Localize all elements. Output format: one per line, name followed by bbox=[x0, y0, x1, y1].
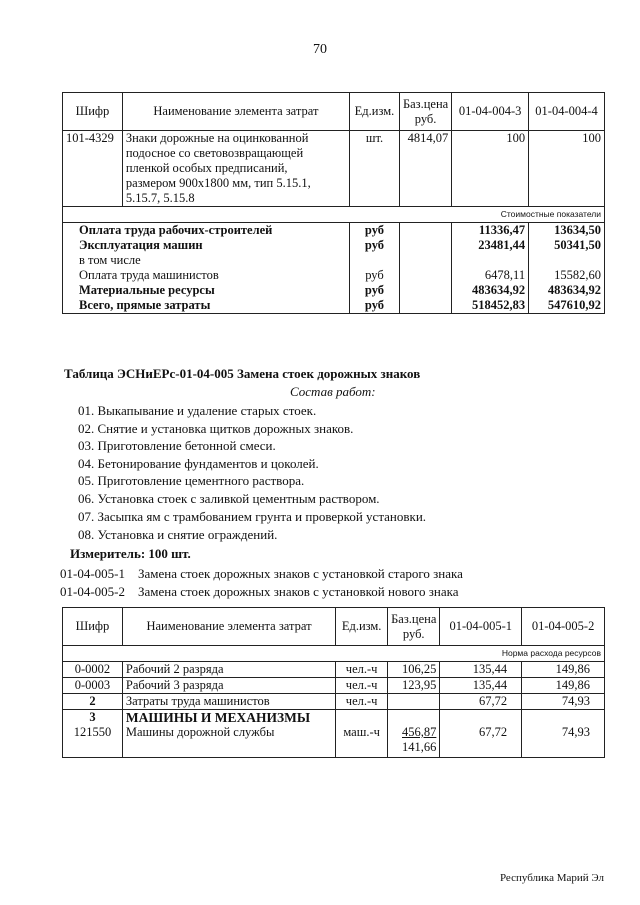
header-unit: Ед.изм. bbox=[349, 93, 399, 131]
work-item: 07. Засыпка ям с трамбованием грунта и проверкой установки. bbox=[78, 509, 427, 524]
row-v1: 135,44 bbox=[440, 678, 522, 694]
row-unit: чел.-ч bbox=[336, 694, 388, 710]
row-name: Материальные ресурсы bbox=[63, 283, 350, 298]
item-name: Знаки дорожные на оцинкованной подосное со световозвращающей пленкой особых предписаний, размером 900x1800 мм, тип 5.15.1, 5.15.7, 5.15.8 bbox=[122, 131, 349, 207]
work-item: 06. Установка стоек с заливкой цементным раствором. bbox=[78, 491, 380, 506]
work-item: 01. Выкапывание и удаление старых стоек. bbox=[78, 403, 317, 418]
row-name: Рабочий 2 разряда bbox=[122, 662, 335, 678]
item-code: 101-4329 bbox=[63, 131, 123, 207]
item-v2: 100 bbox=[529, 131, 605, 207]
variant-text: Замена стоек дорожных знаков с установкой старого знака bbox=[138, 566, 463, 581]
table-title: Таблица ЭСНиЕРс-01-04-005 Замена стоек дорожных знаков bbox=[64, 366, 421, 381]
work-item: 02. Снятие и установка щитков дорожных знаков. bbox=[78, 421, 354, 436]
row-v1: 11336,47 bbox=[452, 223, 529, 239]
row-unit: руб bbox=[349, 238, 399, 253]
table-resources-1 bbox=[62, 92, 605, 314]
row-v2: 74,93 bbox=[522, 694, 605, 710]
cost-indicators-header: Стоимостные показатели bbox=[63, 207, 605, 223]
row-v1: 67,72 bbox=[440, 694, 522, 710]
row-v1: 483634,92 bbox=[452, 283, 529, 298]
row-name: Всего, прямые затраты bbox=[63, 298, 350, 314]
item-v1: 100 bbox=[452, 131, 529, 207]
works-title: Состав работ: bbox=[290, 384, 376, 399]
item-unit: шт. bbox=[349, 131, 399, 207]
row-name: Эксплуатация машин bbox=[63, 238, 350, 253]
work-item: 04. Бетонирование фундаментов и цоколей. bbox=[78, 456, 319, 471]
row-unit: руб bbox=[349, 268, 399, 283]
variant-text: Замена стоек дорожных знаков с установкой нового знака bbox=[138, 584, 459, 599]
row-v2: 50341,50 bbox=[529, 238, 605, 253]
row-name: Оплата труда машинистов bbox=[63, 268, 350, 283]
table-resources-2 bbox=[62, 607, 605, 758]
row-code: 2 bbox=[63, 694, 123, 710]
row-v2: 74,93 bbox=[522, 725, 605, 757]
row-unit: маш.-ч bbox=[336, 725, 388, 757]
row-name: в том числе bbox=[63, 253, 350, 268]
row-v2: 15582,60 bbox=[529, 268, 605, 283]
row-v2: 13634,50 bbox=[529, 223, 605, 239]
header-name: Наименование элемента затрат bbox=[122, 608, 335, 646]
row-name: Машины дорожной службы bbox=[122, 725, 335, 757]
row-v1: 23481,44 bbox=[452, 238, 529, 253]
row-price bbox=[388, 694, 440, 710]
row-code: 0-0003 bbox=[63, 678, 123, 694]
row-code: 121550 bbox=[63, 725, 123, 757]
row-name: Затраты труда машинистов bbox=[122, 694, 335, 710]
row-v1: 518452,83 bbox=[452, 298, 529, 314]
row-unit: чел.-ч bbox=[336, 678, 388, 694]
header-col2: 01-04-004-4 bbox=[529, 93, 605, 131]
header-code: Шифр bbox=[63, 608, 123, 646]
variant-code: 01-04-005-2 bbox=[60, 584, 125, 599]
work-item: 03. Приготовление бетонной смеси. bbox=[78, 438, 276, 453]
row-unit: чел.-ч bbox=[336, 662, 388, 678]
row-code: 0-0002 bbox=[63, 662, 123, 678]
row-v1: 67,72 bbox=[440, 725, 522, 757]
page-number: 70 bbox=[313, 42, 327, 57]
row-price: 106,25 bbox=[388, 662, 440, 678]
row-code: 3 bbox=[63, 710, 123, 726]
row-price: 123,95 bbox=[388, 678, 440, 694]
header-col1: 01-04-005-1 bbox=[440, 608, 522, 646]
header-name: Наименование элемента затрат bbox=[122, 93, 349, 131]
row-v2: 547610,92 bbox=[529, 298, 605, 314]
header-price: Баз.цена руб. bbox=[399, 93, 451, 131]
norm-header: Норма расхода ресурсов bbox=[63, 646, 605, 662]
row-v1: 6478,11 bbox=[452, 268, 529, 283]
header-col2: 01-04-005-2 bbox=[522, 608, 605, 646]
row-v2: 483634,92 bbox=[529, 283, 605, 298]
footer: Республика Марий Эл bbox=[499, 872, 604, 884]
row-v2: 149,86 bbox=[522, 678, 605, 694]
row-v1: 135,44 bbox=[440, 662, 522, 678]
row-unit: руб bbox=[349, 283, 399, 298]
header-col1: 01-04-004-3 bbox=[452, 93, 529, 131]
header-unit: Ед.изм. bbox=[336, 608, 388, 646]
row-price: 456,87 141,66 bbox=[388, 725, 440, 757]
variant-code: 01-04-005-1 bbox=[60, 566, 125, 581]
item-price: 4814,07 bbox=[399, 131, 451, 207]
row-name: Рабочий 3 разряда bbox=[122, 678, 335, 694]
work-item: 05. Приготовление цементного раствора. bbox=[78, 473, 305, 488]
header-code: Шифр bbox=[63, 93, 123, 131]
row-name: Оплата труда рабочих-строителей bbox=[63, 223, 350, 239]
row-unit: руб bbox=[349, 298, 399, 314]
meter: Измеритель: 100 шт. bbox=[70, 546, 191, 561]
row-unit: руб bbox=[349, 223, 399, 239]
work-item: 08. Установка и снятие ограждений. bbox=[78, 527, 278, 542]
row-name: МАШИНЫ И МЕХАНИЗМЫ bbox=[122, 710, 335, 726]
row-v2: 149,86 bbox=[522, 662, 605, 678]
header-price: Баз.цена руб. bbox=[388, 608, 440, 646]
